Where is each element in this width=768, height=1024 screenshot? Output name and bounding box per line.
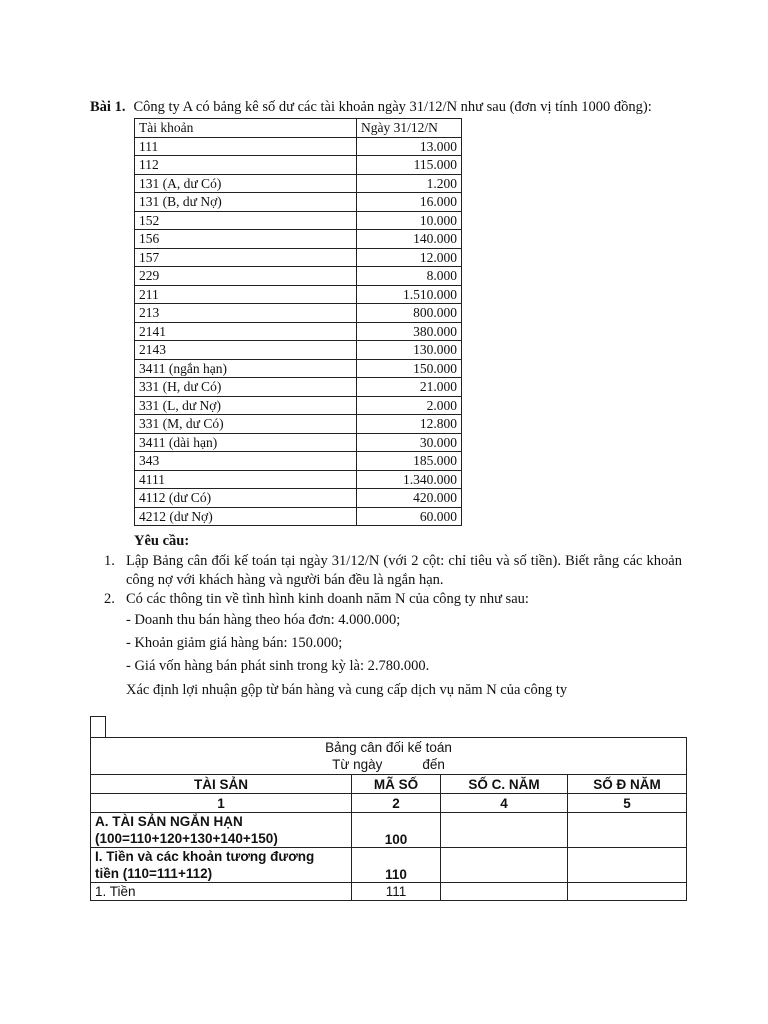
table-row: [135, 137, 462, 156]
requirement-text: Có các thông tin về tình hình kinh doanh năm N của công ty như sau:: [126, 591, 529, 607]
header-end-year: SỐ Đ NĂM: [568, 775, 687, 794]
row-beginning-value: [441, 848, 568, 883]
detail-cogs: - Giá vốn hàng bán phát sinh trong kỳ là: 2.780.000.: [126, 658, 430, 674]
balance-sheet-title-row: [91, 738, 687, 775]
account-name: 4111: [135, 470, 357, 489]
requirement-number: 1.: [104, 553, 115, 569]
account-balance: 30.000: [357, 433, 462, 452]
accounts-header-row: [135, 119, 462, 138]
row-code: 100: [352, 813, 441, 848]
account-name: 211: [135, 285, 357, 304]
requirement-number: 2.: [104, 591, 115, 607]
account-balance: 16.000: [357, 193, 462, 212]
account-name: 3411 (ngắn hạn): [135, 359, 357, 378]
table-row: [135, 396, 462, 415]
row-end-value: [568, 883, 687, 901]
table-row: [135, 211, 462, 230]
row-end-value: [568, 813, 687, 848]
table-row: [135, 359, 462, 378]
accounts-header-date: Ngày 31/12/N: [357, 119, 462, 138]
account-name: 111: [135, 137, 357, 156]
table-row: [135, 507, 462, 526]
exercise-label: Bài 1.: [90, 99, 126, 115]
account-name: 331 (L, dư Nợ): [135, 396, 357, 415]
table-row: [135, 341, 462, 360]
account-balance: 2.000: [357, 396, 462, 415]
account-name: 229: [135, 267, 357, 286]
account-name: 112: [135, 156, 357, 175]
account-name: 343: [135, 452, 357, 471]
table-row: [135, 304, 462, 323]
balance-sheet-table: [90, 737, 687, 901]
table-row: [135, 415, 462, 434]
balance-sheet-header-row: [91, 775, 687, 794]
account-name: 2143: [135, 341, 357, 360]
row-code: 110: [352, 848, 441, 883]
period-from: Từ ngày: [332, 757, 383, 772]
row-label-line: A. TÀI SẢN NGẮN HẠN: [95, 814, 243, 829]
colnum-5: 5: [568, 794, 687, 813]
account-balance: 800.000: [357, 304, 462, 323]
colnum-1: 1: [91, 794, 352, 813]
accounts-table: [134, 118, 462, 526]
row-label-line: (100=110+120+130+140+150): [95, 831, 278, 846]
account-balance: 380.000: [357, 322, 462, 341]
balance-sheet-colnum-row: [91, 794, 687, 813]
account-name: 131 (A, dư Có): [135, 174, 357, 193]
account-balance: 10.000: [357, 211, 462, 230]
header-beginning-year: SỐ C. NĂM: [441, 775, 568, 794]
table-row: [91, 813, 687, 848]
row-label: [91, 813, 352, 848]
table-row: [135, 174, 462, 193]
requirement-conclusion: Xác định lợi nhuận gộp từ bán hàng và cung cấp dịch vụ năm N của công ty: [126, 682, 568, 698]
table-row: [135, 322, 462, 341]
table-row: [135, 156, 462, 175]
header-code: MÃ SỐ: [352, 775, 441, 794]
account-balance: 140.000: [357, 230, 462, 249]
table-row: [135, 489, 462, 508]
table-row: [135, 452, 462, 471]
account-name: 156: [135, 230, 357, 249]
requirement-item-2: [104, 590, 682, 609]
table-row: [135, 267, 462, 286]
account-name: 213: [135, 304, 357, 323]
table-row: [135, 230, 462, 249]
row-label-line: tiền (110=111+112): [95, 866, 213, 881]
balance-sheet-title: Bảng cân đối kế toán: [325, 740, 452, 755]
account-balance: 185.000: [357, 452, 462, 471]
account-balance: 21.000: [357, 378, 462, 397]
account-name: 3411 (dài hạn): [135, 433, 357, 452]
account-balance: 115.000: [357, 156, 462, 175]
account-name: 331 (H, dư Có): [135, 378, 357, 397]
table-row: [135, 193, 462, 212]
account-balance: 420.000: [357, 489, 462, 508]
row-end-value: [568, 848, 687, 883]
account-balance: 130.000: [357, 341, 462, 360]
checkbox[interactable]: [90, 716, 106, 738]
account-balance: 150.000: [357, 359, 462, 378]
account-name: 157: [135, 248, 357, 267]
colnum-4: 4: [441, 794, 568, 813]
row-beginning-value: [441, 813, 568, 848]
table-row: [135, 248, 462, 267]
account-balance: 1.510.000: [357, 285, 462, 304]
table-row: [135, 433, 462, 452]
row-label-line: I. Tiền và các khoản tương đương: [95, 849, 315, 864]
exercise-intro: [90, 99, 652, 116]
detail-revenue: - Doanh thu bán hàng theo hóa đơn: 4.000.000;: [126, 612, 401, 628]
account-name: 2141: [135, 322, 357, 341]
account-balance: 60.000: [357, 507, 462, 526]
detail-discount: - Khoản giảm giá hàng bán: 150.000;: [126, 635, 343, 651]
table-row: [135, 470, 462, 489]
account-balance: 12.800: [357, 415, 462, 434]
table-row: [91, 848, 687, 883]
row-code: 111: [352, 883, 441, 901]
account-name: 4112 (dư Có): [135, 489, 357, 508]
colnum-2: 2: [352, 794, 441, 813]
table-row: [135, 378, 462, 397]
account-balance: 8.000: [357, 267, 462, 286]
requirement-item-1: [104, 552, 682, 590]
requirements-title: Yêu cầu:: [134, 533, 190, 549]
row-label: 1. Tiền: [91, 883, 352, 901]
balance-sheet-title-cell: [91, 738, 687, 775]
account-balance: 12.000: [357, 248, 462, 267]
account-name: 4212 (dư Nợ): [135, 507, 357, 526]
account-balance: 1.200: [357, 174, 462, 193]
requirement-text: Lập Bảng cân đối kế toán tại ngày 31/12/N (với 2 cột: chỉ tiêu và số tiền). Biết rằng các khoản công nợ với khách hàng và người bán đều là ngắn hạn.: [126, 553, 682, 588]
account-balance: 1.340.000: [357, 470, 462, 489]
account-name: 131 (B, dư Nợ): [135, 193, 357, 212]
period-to: đến: [422, 757, 445, 772]
row-beginning-value: [441, 883, 568, 901]
table-row: [91, 883, 687, 901]
table-row: [135, 285, 462, 304]
exercise-text: Công ty A có bảng kê số dư các tài khoản ngày 31/12/N như sau (đơn vị tính 1000 đồng):: [133, 99, 652, 115]
row-label: [91, 848, 352, 883]
balance-sheet-period: [95, 756, 682, 773]
account-name: 152: [135, 211, 357, 230]
account-balance: 13.000: [357, 137, 462, 156]
accounts-header-account: Tài khoản: [135, 119, 357, 138]
account-name: 331 (M, dư Có): [135, 415, 357, 434]
header-assets: TÀI SẢN: [91, 775, 352, 794]
